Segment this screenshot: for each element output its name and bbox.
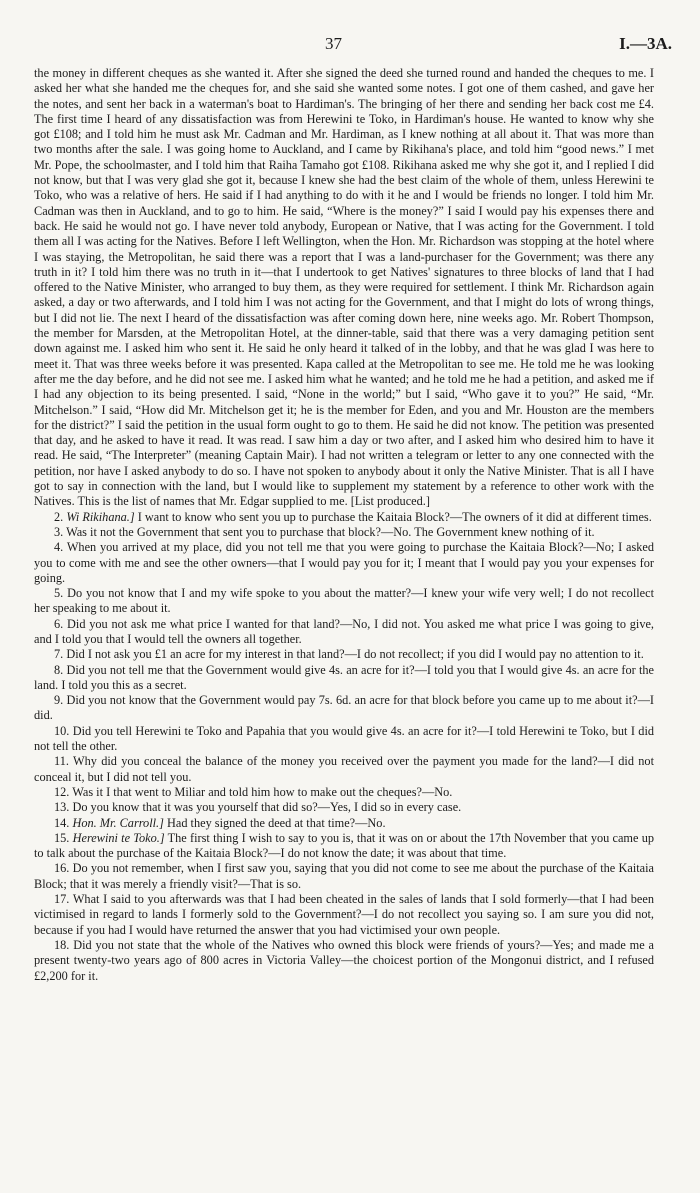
testimony-text xyxy=(34,66,654,984)
question-paragraph xyxy=(34,647,654,662)
question-number: 11. xyxy=(54,754,69,769)
question-paragraph xyxy=(34,525,654,540)
question-text: Did you not state that the whole of the Natives who owned this block were friends of yours?—Yes; and made me a present twenty-two years ago of 800 acres in Victoria Valley—the choicest portion of the Mongonui district, and I refused £2,200 for it. xyxy=(34,937,654,983)
question-paragraph xyxy=(34,663,654,694)
question-number: 16. xyxy=(54,861,70,876)
question-number: 13. xyxy=(54,800,70,815)
question-number: 12. xyxy=(54,784,70,799)
speaker-name: Wi Rikihana.] xyxy=(66,509,135,524)
question-number: 7. xyxy=(54,647,64,662)
question-answer-list xyxy=(34,510,654,984)
question-text: Did you not tell me that the Government would give 4s. an acre for it?—I told you that I would give 4s. an acre for the land. I told you this as a secret. xyxy=(34,662,654,692)
question-text: The first thing I wish to say to you is, that it was on or about the 17th November that you came up to talk about the purchase of the Kaitaia Block?—I do not know the date; it was about that time. xyxy=(34,830,654,861)
question-number: 5. xyxy=(54,586,64,601)
page-number: 37 xyxy=(325,34,342,53)
question-paragraph xyxy=(34,861,654,892)
question-paragraph xyxy=(34,540,654,586)
speaker-name: Hon. Mr. Carroll.] xyxy=(72,815,164,830)
question-text: Do you not know that I and my wife spoke to you about the matter?—I knew your wife very well; I do not recollect her speaking to me about it. xyxy=(34,586,654,616)
question-text: Did you tell Herewini te Toko and Papahia that you would give 4s. an acre for it?—I told Herewini te Toko, but I did not tell the other. xyxy=(34,723,655,754)
question-text: Do you not remember, when I first saw you, saying that you did not come to see me about the purchase of the Kaitaia Block; that it was merely a friendly visit?—That is so. xyxy=(34,861,655,891)
question-text: Was it not the Government that sent you to purchase that block?—No. The Government knew nothing of it. xyxy=(66,524,595,539)
question-text: When you arrived at my place, did you not tell me that you were going to purchase the Kaitaia Block?—No; I asked you to come with me and see the other owners—that I would pay you for it; I meant that I would pay you your expenses for going. xyxy=(34,540,654,585)
question-number: 15. xyxy=(54,830,70,845)
question-number: 17. xyxy=(54,892,70,907)
question-number: 8. xyxy=(54,662,64,677)
document-reference: I.—3A. xyxy=(619,34,672,53)
question-paragraph xyxy=(34,510,654,525)
question-number: 6. xyxy=(54,616,64,631)
question-number: 2. xyxy=(54,509,64,524)
question-paragraph xyxy=(34,785,654,800)
speaker-name: Herewini te Toko.] xyxy=(72,830,165,845)
question-number: 18. xyxy=(54,937,70,952)
question-paragraph xyxy=(34,800,654,815)
page-header xyxy=(0,34,700,56)
question-paragraph xyxy=(34,816,654,831)
question-text: Had they signed the deed at that time?—No. xyxy=(163,815,386,830)
question-number: 3. xyxy=(54,524,64,539)
statement-paragraph: the money in different cheques as she wanted it. After she signed the deed she turned round and handed the cheques to me. I asked her what she handed me the cheques for, and she said she wanted some notes. I got one of them cashed, and gave her the notes, and sent her back in a waterman's boat to Hardiman's. The bringing of her there and sending her back cost me £4. The first time I heard of any dissatisfaction was from Herewini te Toko, in Hardiman's house. He wanted to know why she got £108; and I told him he must ask Mr. Cadman and Mr. Hardiman, as I knew nothing at all about it. That was more than two months after the sale. I was going home to Auckland, and I came by Rikihana's place, and told him “good news.” I met Mr. Pope, the schoolmaster, and I told him that Raiha Tamaho got £108. Rikihana asked me why she got it, and I replied I did not know, but that I was very glad she got it, because I knew she had the best claim of the whole of them, unless Herewini te Toko, who was a relative of hers. He said if I had anything to do with it he and I would be friends no longer. I told him Mr. Cadman was then in Auckland, and to go to him. He said, “Where is the money?” I said I would pay his expenses there and back. He said he would not go. I have never told anybody, European or Native, that I was acting for the Government. I told them all I was acting for the Natives. Before I left Wellington, when the Hon. Mr. Richardson was stopping at the hotel where I was staying, the Metropolitan, he said there was a report that I was a land-purchaser for the Government; was there any truth in it? I told him there was no truth in it—that I undertook to get Natives' signatures to three blocks of land that I had offered to the Native Minister, who arranged to buy them, as they were required for settlement. I think Mr. Richardson again asked, a day or two afterwards, and I told him I was not acting for the Government, and that I might do lots of wrong things, but I did not lie. The next I heard of the dissatisfaction was after coming down here, nine weeks ago. Mr. Robert Thompson, the member for Marsden, at the Metropolitan Hotel, at the dinner-table, said that there was a very damaging petition sent down against me. I asked him who sent it. He said he only heard it talked of in the lobby, and that he was glad I was here to meet it. That was three weeks before it was presented. Kapa called at the Metropolitan to see me. He told me he was looking after me the day before, and he did not see me. I asked him what he wanted; and he told me he had a petition, and asked me if I had any objection to its being presented. I said, “None in the world;” but I said, “Who gave it to you?” He said, “Mr. Mitchelson.” I said, “How did Mr. Mitchelson get it; he is the member for Eden, and you and Mr. Houston are the members for the district?” I said the petition in the usual form ought to go to them. He said he did not know. The petition was presented that day, and he asked to have it read. It was read. I saw him a day or two after, and I asked him who desired him to have it read. He said, “The Interpreter” (meaning Captain Mair). I had not written a telegram or letter to any one connected with the petition, nor have I asked anybody to do so. I have not spoken to anybody about it only the Native Minister. That is all I have got to say in connection with the land, but I would like to supplement my statement by a reference to other work with the Natives. This is the list of names that Mr. Edgar supplied to me. [List produced.] xyxy=(34,66,654,509)
question-paragraph xyxy=(34,754,654,785)
question-paragraph xyxy=(34,831,654,862)
question-paragraph xyxy=(34,693,654,724)
question-paragraph xyxy=(34,938,654,984)
question-text: What I said to you afterwards was that I had been cheated in the sales of lands that I sold formerly—that I had been victimised in regard to lands I formerly sold to the Government?—I do not recollect you saying so. I am sure you did not, because if you had I would have returned the answer that you had victimised your own people. xyxy=(34,892,654,937)
question-paragraph xyxy=(34,586,654,617)
question-paragraph xyxy=(34,617,654,648)
question-number: 9. xyxy=(54,693,64,708)
question-text: Was it I that went to Miliar and told him how to make out the cheques?—No. xyxy=(72,784,453,799)
question-text: Did you not ask me what price I wanted for that land?—No, I did not. You asked me what price I was going to give, and I told you that I would tell the owners all together. xyxy=(34,616,654,646)
question-text: Did I not ask you £1 an acre for my interest in that land?—I do not recollect; if you did I would pay no attention to it. xyxy=(66,647,644,662)
question-number: 14. xyxy=(54,815,70,830)
question-paragraph xyxy=(34,892,654,938)
question-paragraph xyxy=(34,724,654,755)
question-number: 4. xyxy=(54,540,64,555)
question-text: Why did you conceal the balance of the money you received over the payment you made for the land?—I did not conceal it, but I did not tell you. xyxy=(34,754,654,784)
question-text: I want to know who sent you up to purchase the Kaitaia Block?—The owners of it did at different times. xyxy=(134,509,652,524)
question-text: Did you not know that the Government would pay 7s. 6d. an acre for that block before you came up to me about it?—I did. xyxy=(34,693,654,723)
question-text: Do you know that it was you yourself that did so?—Yes, I did so in every case. xyxy=(72,800,462,815)
question-number: 10. xyxy=(54,723,70,738)
